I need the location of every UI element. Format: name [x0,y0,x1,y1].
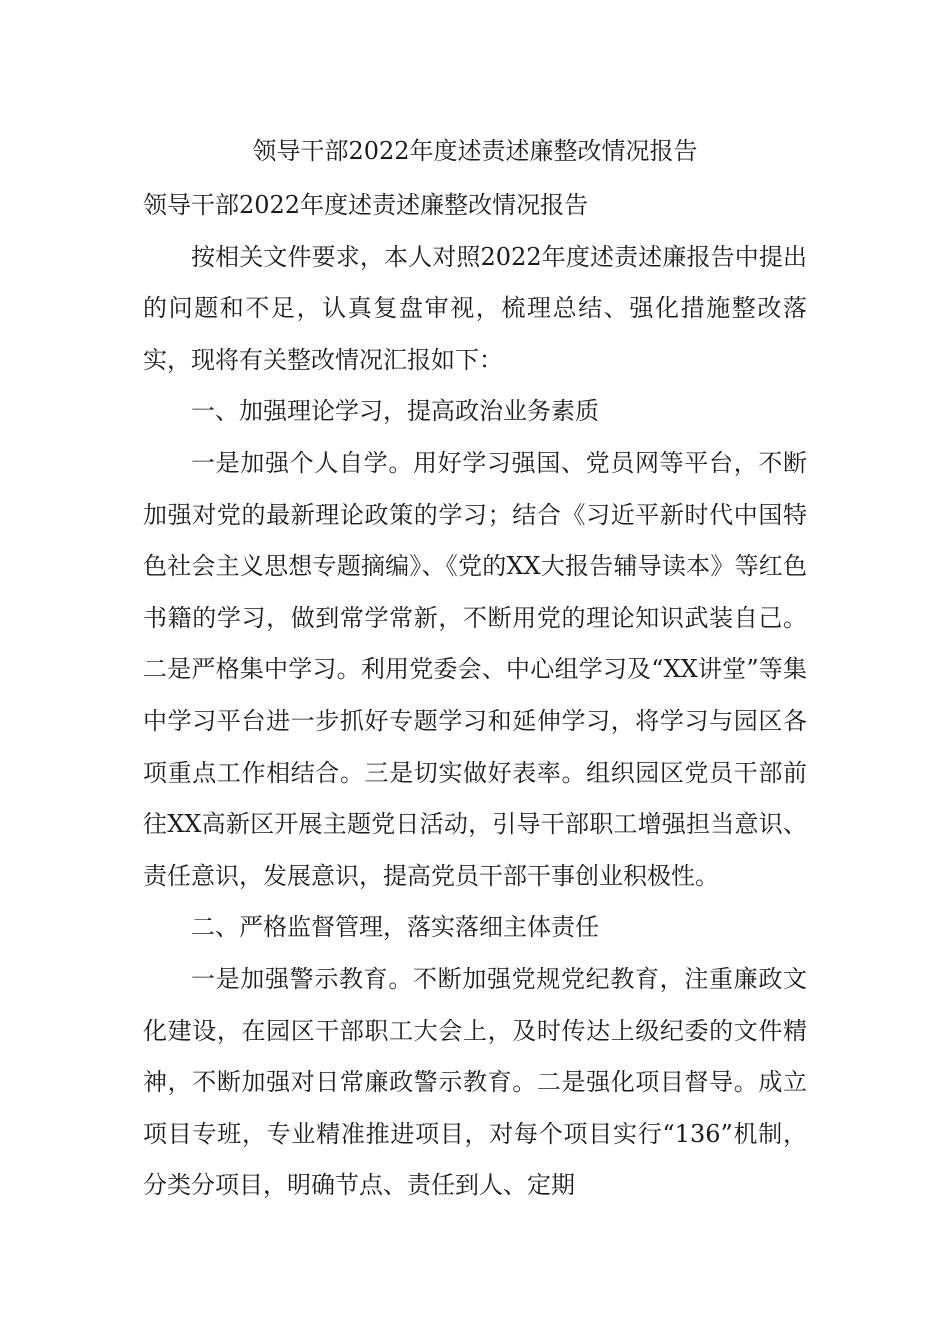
paragraph-section-1: 一是加强个人自学。用好学习强国、党员网等平台，不断加强对党的最新理论政策的学习；结合《习近平新时代中国特色社会主义思想专题摘编》、《党的XX大报告辅导读本》等红色书籍的学习，做到常学常新，不断用党的理论知识武装自己。二是严格集中学习。利用党委会、中心组学习及“XX讲堂”等集中学习平台进一步抓好专题学习和延伸学习，将学习与园区各项重点工作相结合。三是切实做好表率。组织园区党员干部前往XX高新区开展主题党日活动，引导干部职工增强担当意识、责任意识，发展意识，提高党员干部干事创业积极性。 [143,448,807,890]
document-subtitle: 领导干部2022年度述责述廉整改情况报告 [143,191,589,219]
document-title: 领导干部2022年度述责述廉整改情况报告 [252,137,698,165]
document-body [143,180,807,1212]
section-heading-1: 一、加强理论学习，提高政治业务素质 [191,397,599,426]
section-heading-2: 二、严格监督管理，落实落细主体责任 [191,913,599,942]
paragraph-section-2: 一是加强警示教育。不断加强党规党纪教育，注重廉政文化建设，在园区干部职工大会上，及时传达上级纪委的文件精神，不断加强对日常廉政警示教育。二是强化项目督导。成立项目专班，专业精准推进项目，对每个项目实行“136”机制，分类分项目，明确节点、责任到人、定期 [143,964,807,1200]
paragraph-intro: 按相关文件要求，本人对照2022年度述责述廉报告中提出的问题和不足，认真复盘审视，梳理总结、强化措施整改落实，现将有关整改情况汇报如下： [143,242,807,374]
